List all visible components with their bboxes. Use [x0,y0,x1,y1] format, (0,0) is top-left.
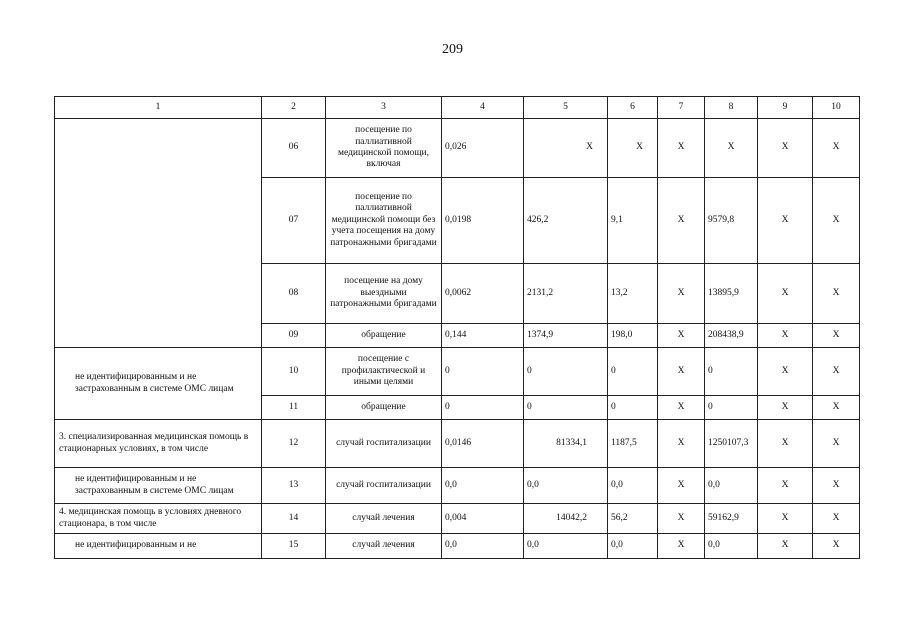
row-code: 12 [262,420,326,468]
cell-col7: Х [658,324,705,348]
cell-col8: 0 [705,348,758,396]
cell-col4: 0 [442,396,524,420]
cell-col7: Х [658,178,705,264]
cell-col5: Х [524,119,608,178]
row-code: 06 [262,119,326,178]
cell-col10: Х [813,420,860,468]
header-cell: 1 [55,97,262,119]
cell-col9: Х [758,324,813,348]
row-label-cell-empty [55,119,262,348]
cell-col6: 198,0 [608,324,658,348]
page-number: 209 [442,42,463,57]
cell-col7: Х [658,534,705,559]
header-cell: 3 [326,97,442,119]
cell-col10: Х [813,504,860,534]
cell-col7: Х [658,348,705,396]
cell-col9: Х [758,468,813,504]
cell-col5: 2131,2 [524,264,608,324]
cell-col6: 1187,5 [608,420,658,468]
row-label: 4. медицинская помощь в условиях дневного стационара, в том числе [55,504,262,534]
cell-col10: Х [813,324,860,348]
cell-col4: 0,026 [442,119,524,178]
cell-col4: 0 [442,348,524,396]
row-label: не идентифицированным и не застрахованным в системе ОМС лицам [55,468,262,504]
cell-col10: Х [813,119,860,178]
row-unit: случай лечения [326,504,442,534]
row-code: 10 [262,348,326,396]
table-row [55,504,860,534]
cell-col10: Х [813,348,860,396]
cell-col9: Х [758,534,813,559]
cell-col7: Х [658,119,705,178]
row-label: не идентифицированным и не [55,534,262,559]
cell-col5: 0 [524,348,608,396]
row-unit: посещение по паллиативной медицинской помощи, включая [326,119,442,178]
row-code: 14 [262,504,326,534]
table-row [55,468,860,504]
cell-col4: 0,0 [442,534,524,559]
cell-col8: 0,0 [705,468,758,504]
cell-col4: 0,0198 [442,178,524,264]
cell-col7: Х [658,264,705,324]
cell-col8: 13895,9 [705,264,758,324]
header-cell: 2 [262,97,326,119]
cell-col6: 0,0 [608,468,658,504]
cell-col7: Х [658,396,705,420]
cell-col5: 426,2 [524,178,608,264]
cell-col4: 0,0 [442,468,524,504]
data-table [54,96,860,559]
cell-col9: Х [758,420,813,468]
cell-col10: Х [813,534,860,559]
table-row [55,119,860,178]
cell-col10: Х [813,468,860,504]
cell-col8: 1250107,3 [705,420,758,468]
row-unit: обращение [326,396,442,420]
header-cell: 6 [608,97,658,119]
row-unit: обращение [326,324,442,348]
row-label: не идентифицированным и не застрахованным в системе ОМС лицам [55,348,262,420]
cell-col10: Х [813,178,860,264]
cell-col6: 13,2 [608,264,658,324]
row-code: 15 [262,534,326,559]
cell-col4: 0,004 [442,504,524,534]
cell-col6: 9,1 [608,178,658,264]
row-label: 3. специализированная медицинская помощь в стационарных условиях, в том числе [55,420,262,468]
cell-col5: 14042,2 [524,504,608,534]
cell-col8: 59162,9 [705,504,758,534]
cell-col7: Х [658,504,705,534]
cell-col5: 0 [524,396,608,420]
cell-col4: 0,0062 [442,264,524,324]
table-row [55,534,860,559]
cell-col9: Х [758,178,813,264]
cell-col10: Х [813,264,860,324]
row-unit: посещение на дому выездными патронажными бригадами [326,264,442,324]
header-cell: 5 [524,97,608,119]
row-code: 13 [262,468,326,504]
cell-col6: Х [608,119,658,178]
cell-col9: Х [758,348,813,396]
cell-col9: Х [758,119,813,178]
cell-col5: 0,0 [524,534,608,559]
cell-col9: Х [758,504,813,534]
row-unit: посещение по паллиативной медицинской помощи без учета посещения на дому патронажными бригадами [326,178,442,264]
cell-col9: Х [758,264,813,324]
header-cell: 10 [813,97,860,119]
cell-col9: Х [758,396,813,420]
row-unit: случай госпитализации [326,468,442,504]
cell-col4: 0,0146 [442,420,524,468]
cell-col6: 0,0 [608,534,658,559]
row-code: 08 [262,264,326,324]
cell-col7: Х [658,468,705,504]
header-cell: 7 [658,97,705,119]
cell-col6: 56,2 [608,504,658,534]
cell-col8: 0,0 [705,534,758,559]
header-cell: 4 [442,97,524,119]
cell-col5: 81334,1 [524,420,608,468]
cell-col10: Х [813,396,860,420]
cell-col6: 0 [608,396,658,420]
row-code: 11 [262,396,326,420]
cell-col5: 0,0 [524,468,608,504]
cell-col6: 0 [608,348,658,396]
header-cell: 9 [758,97,813,119]
cell-col7: Х [658,420,705,468]
row-unit: посещение с профилактической и иными целями [326,348,442,396]
cell-col5: 1374,9 [524,324,608,348]
table-row [55,420,860,468]
cell-col8: 9579,8 [705,178,758,264]
cell-col4: 0,144 [442,324,524,348]
cell-col8: 208438,9 [705,324,758,348]
row-unit: случай госпитализации [326,420,442,468]
header-cell: 8 [705,97,758,119]
row-unit: случай лечения [326,534,442,559]
cell-col8: Х [705,119,758,178]
cell-col8: 0 [705,396,758,420]
row-code: 09 [262,324,326,348]
table-header-row [55,97,860,119]
row-code: 07 [262,178,326,264]
table-row [55,348,860,396]
